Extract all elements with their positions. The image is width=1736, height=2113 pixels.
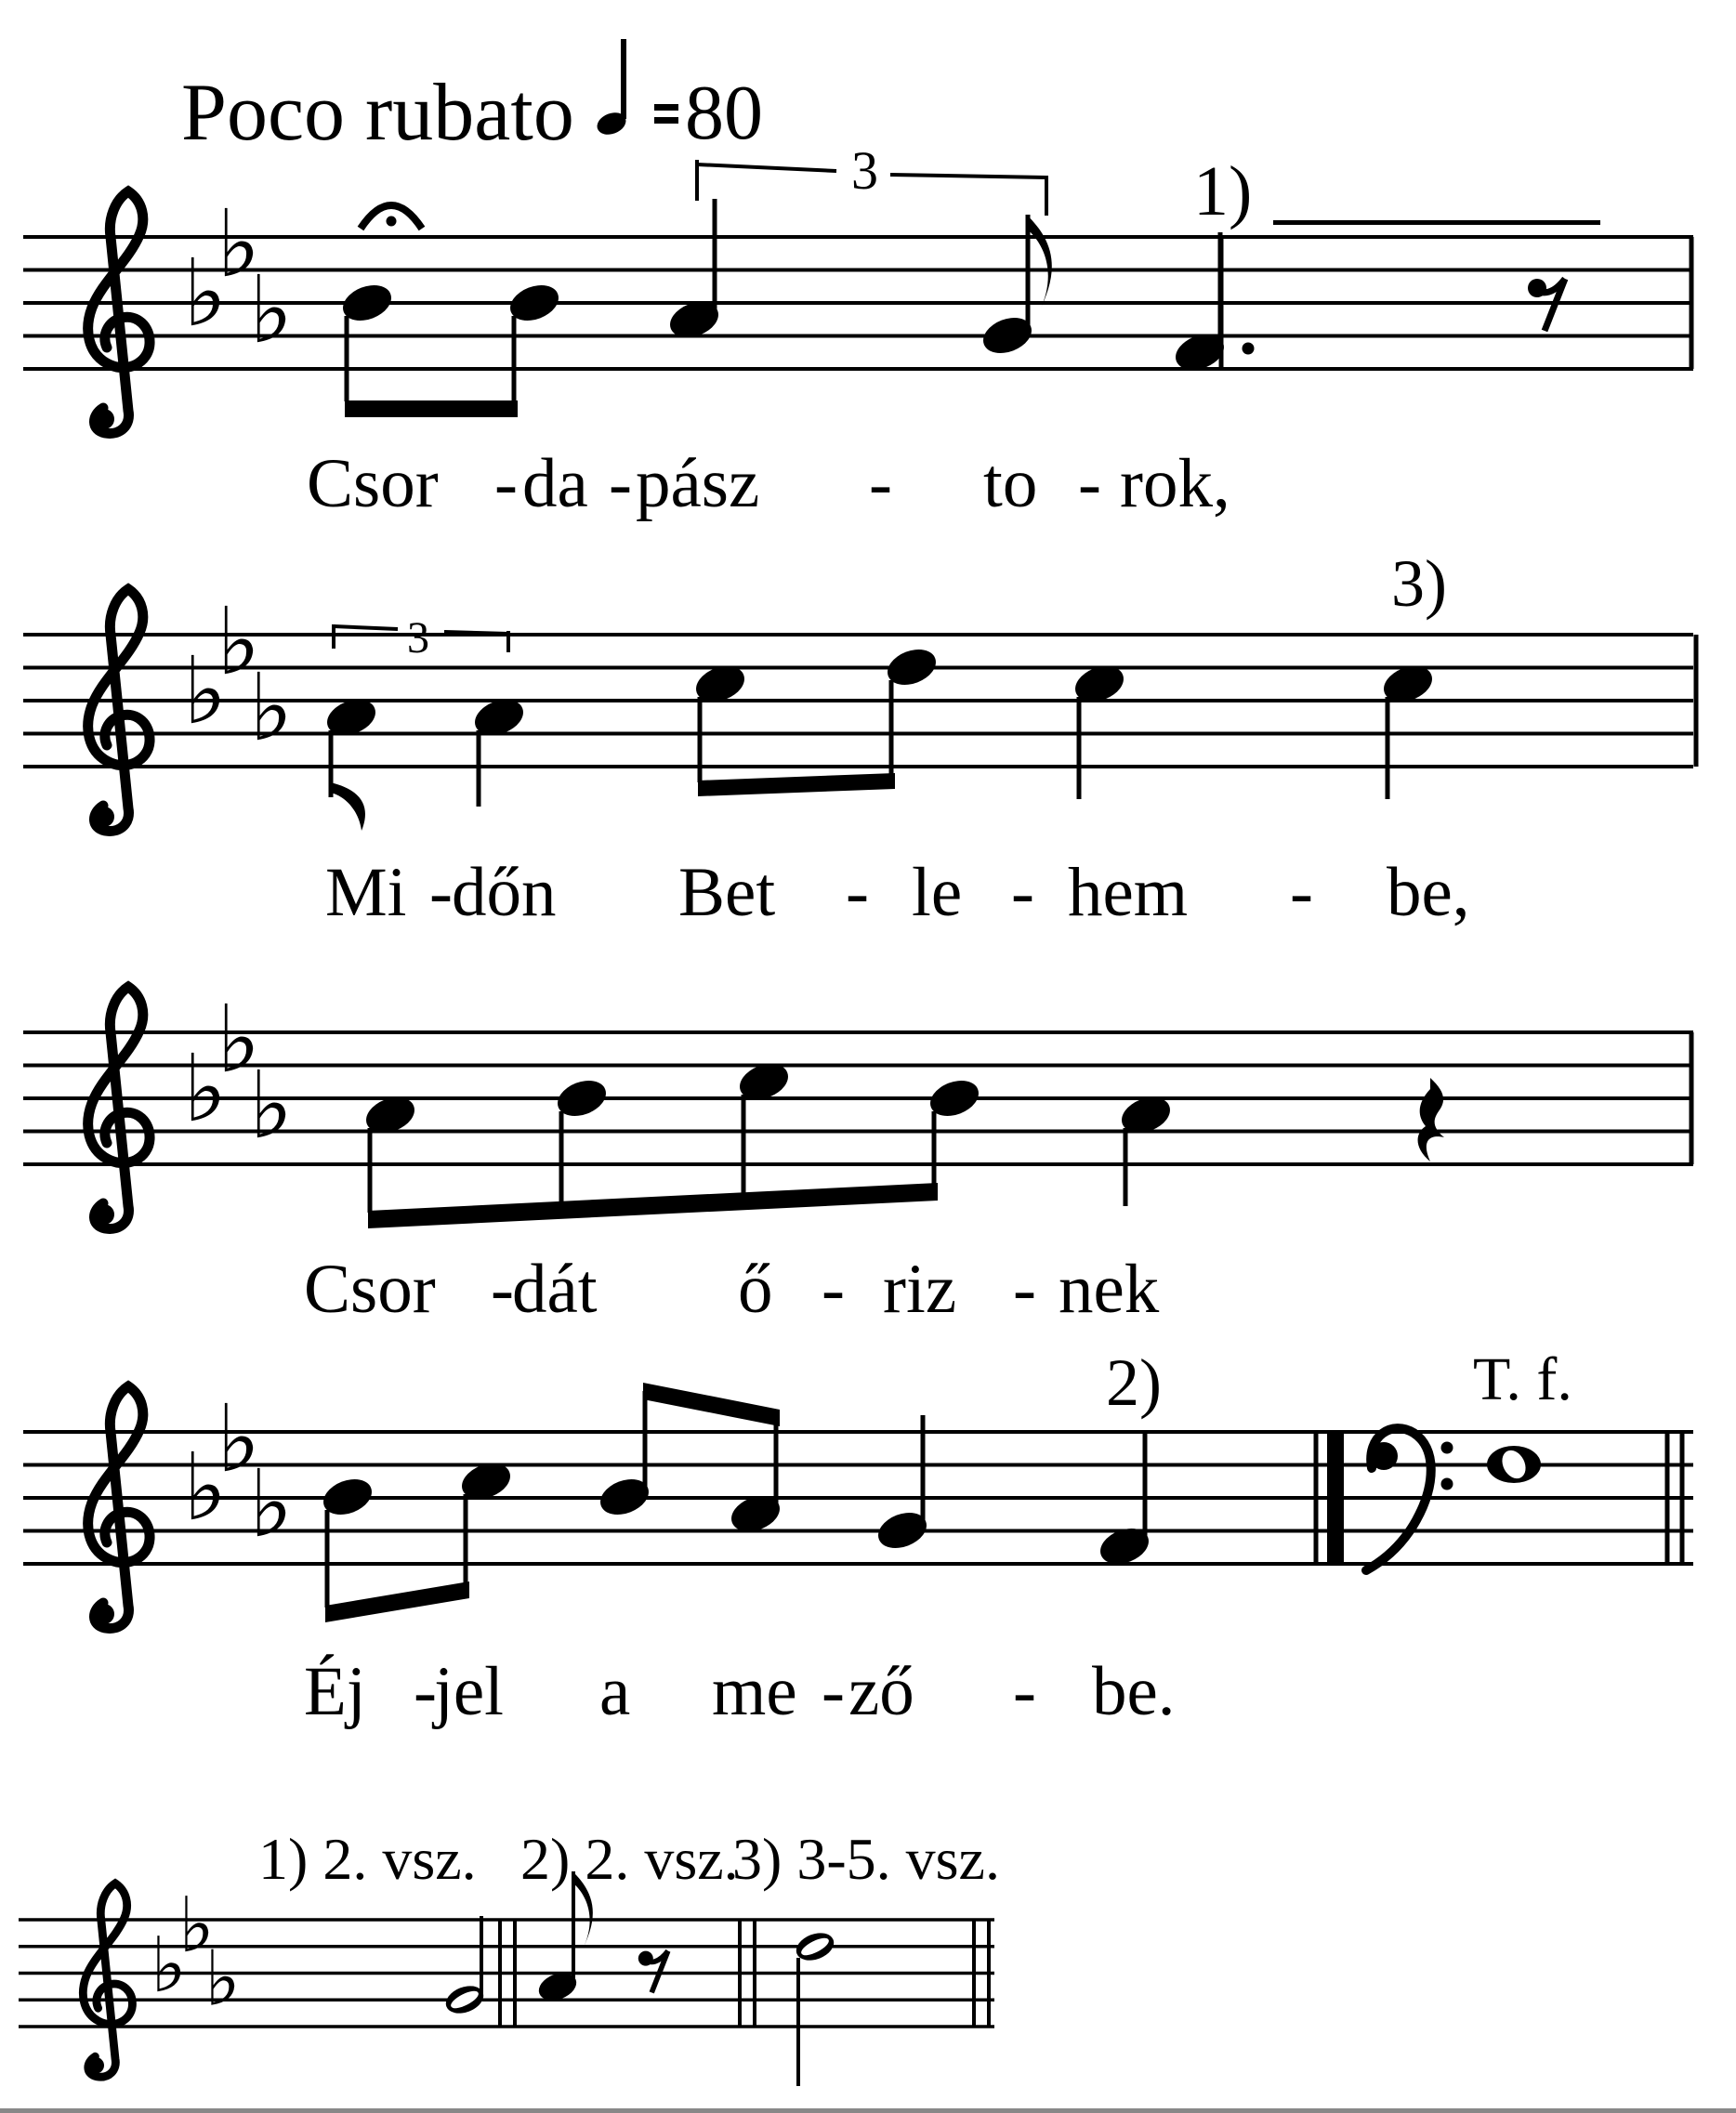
treble-clef-curve [88, 1386, 150, 1628]
bass-clef-dot [1441, 1478, 1453, 1490]
treble-clef-tail-dot [87, 2057, 104, 2074]
lyric-syllable: Csor [304, 1251, 436, 1328]
lyric-hyphen: - [1290, 854, 1313, 931]
beam [345, 400, 518, 417]
triplet-bracket [444, 632, 508, 634]
flat-sign: ♭ [249, 653, 294, 762]
flat-sign: ♭ [217, 985, 261, 1094]
lyric-syllable: Éj [304, 1653, 366, 1730]
lyric-syllable: be. [1092, 1653, 1176, 1730]
lyric-hyphen: - [429, 854, 453, 931]
eighth-flag-up [1027, 215, 1052, 311]
triplet-bracket [697, 164, 836, 171]
lyric-syllable: nek [1059, 1251, 1160, 1328]
lyric-hyphen: - [1013, 1653, 1036, 1730]
flat-sign: ♭ [183, 1433, 228, 1542]
lyric-syllable: ző [848, 1653, 914, 1730]
equals-sign-bar [654, 117, 678, 124]
lyric-syllable: pász [636, 445, 760, 522]
flat-sign: ♭ [183, 637, 228, 745]
treble-clef [88, 1386, 150, 1628]
lyric-syllable: to [983, 445, 1038, 522]
bass-clef-dot [1441, 1442, 1453, 1454]
triplet-bracket [890, 175, 1046, 177]
treble-clef [83, 1883, 132, 2077]
eighth-flag-down [330, 782, 365, 831]
flat-sign: ♭ [249, 1450, 294, 1558]
tempo-text: Poco rubato [181, 68, 574, 158]
lyric-syllable: da [522, 445, 588, 522]
lyric-syllable: a [599, 1653, 631, 1730]
triplet-number: 3 [851, 140, 878, 201]
quarter-rest [1418, 1078, 1444, 1161]
fermata-dot [387, 217, 397, 227]
flat-sign: ♭ [249, 1051, 294, 1160]
treble-clef-tail-dot [94, 807, 114, 827]
treble-clef [88, 589, 150, 831]
lyric-hyphen: - [491, 1251, 514, 1328]
flat-sign: ♭ [183, 239, 228, 348]
verse-variant-annotation: 1) [1193, 152, 1253, 230]
lyric-hyphen: - [494, 445, 518, 522]
flat-sign: ♭ [151, 1922, 187, 2011]
treble-clef-curve [88, 589, 150, 831]
triplet-number: 3 [407, 613, 429, 663]
lyric-syllable: Csor [307, 445, 439, 522]
footnote: 1) 2. vsz. [258, 1826, 477, 1892]
treble-clef-tail-dot [94, 1204, 114, 1225]
flat-sign: ♭ [217, 1385, 261, 1493]
lyric-syllable: Mi [325, 854, 407, 931]
flat-sign: ♭ [183, 1034, 228, 1143]
flat-sign: ♭ [178, 1882, 215, 1971]
lyric-syllable: dát [512, 1251, 598, 1328]
treble-clef-curve [83, 1883, 132, 2077]
treble-clef-tail-dot [94, 409, 114, 429]
lyric-syllable: ő [738, 1251, 773, 1328]
augmentation-dot [1243, 343, 1255, 355]
flat-sign: ♭ [217, 190, 261, 298]
equals-sign-bar [654, 104, 678, 111]
lyric-hyphen: - [822, 1251, 845, 1328]
lyric-hyphen: - [609, 445, 632, 522]
flat-sign: ♭ [217, 587, 261, 696]
lyric-syllable: le [912, 854, 963, 931]
annotation-underline [1273, 220, 1600, 225]
lyric-syllable: rok, [1120, 445, 1230, 522]
lyric-syllable: Bet [678, 854, 776, 931]
lyric-syllable: dőn [452, 854, 557, 931]
lyric-syllable: riz [883, 1251, 957, 1328]
lyric-syllable: be, [1387, 854, 1470, 931]
lyric-hyphen: - [822, 1653, 845, 1730]
double-barline-thick [1327, 1432, 1344, 1564]
lyric-hyphen: - [414, 1653, 437, 1730]
beam [368, 1183, 938, 1228]
verse-variant-annotation: 3) [1391, 546, 1447, 621]
beam [643, 1383, 780, 1426]
triplet-bracket [334, 626, 398, 629]
lyric-syllable: hem [1068, 854, 1189, 931]
treble-clef [88, 987, 150, 1228]
footnote: 3) 3-5. vsz. [732, 1826, 1000, 1892]
lyric-syllable: me [712, 1653, 797, 1730]
beam [325, 1581, 469, 1622]
lyric-hyphen: - [1013, 1251, 1036, 1328]
treble-clef-curve [88, 987, 150, 1228]
lyric-hyphen: - [869, 445, 892, 522]
treble-clef-curve [88, 191, 150, 433]
treble-clef [88, 191, 150, 433]
section-label: T. f. [1473, 1345, 1572, 1413]
lyric-syllable: jel [434, 1653, 504, 1730]
lyric-hyphen: - [1011, 854, 1034, 931]
lyric-hyphen: - [846, 854, 869, 931]
lyric-hyphen: - [1078, 445, 1101, 522]
flat-sign: ♭ [204, 1935, 241, 2024]
metronome-number: 80 [685, 70, 763, 156]
verse-variant-annotation: 2) [1106, 1345, 1162, 1420]
flat-sign: ♭ [249, 256, 294, 364]
footnote: 2) 2. vsz. [520, 1826, 739, 1892]
beam [698, 773, 895, 796]
treble-clef-tail-dot [94, 1604, 114, 1624]
